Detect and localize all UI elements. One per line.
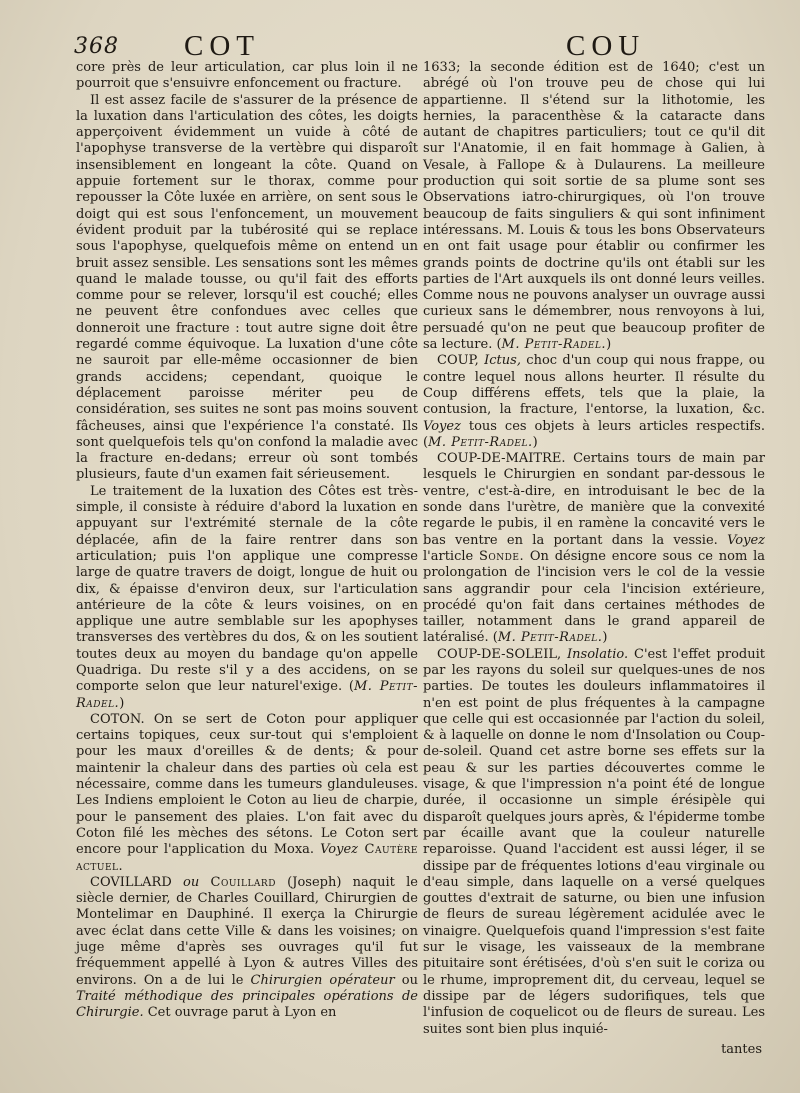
author-signature: M. Petit-Radel. [428,434,533,450]
paren-close: ) [606,337,612,353]
entry-headword: COUP, [437,353,479,369]
voyez-ref: Voyez [717,532,766,548]
entry-text: (Joseph) naquit le siècle dernier, de Charles Couillard, Chirurgien de Montelimar en Dauphiné. Il exerça la Chirurgie avec éclat dans cette Ville & dans les voisines; on juge même d'après ses ouvrages qu'il fut fréquemment appellé à Lyon & autres Villes des environs. On a de lui le [76,874,418,988]
treatment-text: Le traitement de la luxation des Côtes est très-simple, il consiste à réduire d'abord la luxation en appuyant sur l'extrémité sternale de la côte déplacée, afin de la faire rentrer dans son articulation; puis l'on applique une compresse large de quatre travers de doigt, longue de huit ou dix, & épaisse d'environ deux, sur l'articulation antérieure de la côte & leurs voisines, on en applique une autre semblable sur les apophyses transverses des vertèbres du dos, & on les soutient toutes deux au moyen du bandage qu'on appelle Quadriga. Du reste s'il y a des accidens, on se comporte selon que leur naturel'exige. ( [76,483,418,695]
entry-text: 1633; la seconde édition est de 1640; c'est un abrégé où l'on trouve peu de chose qui lui appartienne. Il s'étend sur la lithotomie, les hernies, la paracenthèse & la cataracte dans autant de chapitres particuliers; tout ce qu'il dit sur l'Anatomie, il en fait hommage à Galien, à Vesale, à Fallope & à Dulaurens. La meilleure production qui soit sortie de sa plume sont ses Observations iatro-chirurgiques, où l'on trouve beaucoup de faits singuliers & qui sont infiniment intéressans. M. Louis & tous les bons Observateurs en ont fait usage pour établir ou confirmer les grands points de doctrine qu'ils ont établi sur les parties de l'Art auxquels ils ont donné leurs veilles. Comme nous ne pouvons analyser un ouvrage aussi curieux sans le démembrer, nous renvoyons à lui, persuadé qu'on ne peut que beaucoup profiter de sa lecture. ( [423,60,765,353]
entry-covillard [76,875,418,1022]
page-number: 368 [74,34,119,59]
entry-text: On se sert de Coton pour appliquer certains topiques, ceux sur-tout qui s'emploient pour les maux d'oreilles & de dents; & pour maintenir la chaleur dans des parties où cela est nécessaire, comme dans les tumeurs glanduleuses. Les Indiens emploient le Coton au lieu de charpie, pour le pansement des plaies. L'on fait avec du Coton filé les mèches des sétons. Le Coton sert encore pour l'application du Moxa. [76,711,418,858]
left-column [76,60,418,1022]
paren-close: ) [602,630,608,646]
right-column [423,60,765,1038]
entry-coup [423,353,765,451]
paragraph-treatment [76,484,418,712]
entry-text: choc d'un coup qui nous frappe, ou contre lequel nous allons heurter. Il résulte du Coup différens effets, tels que la plaie, la contusion, la fracture, l'entorse, la luxation, &c. [423,353,766,418]
cross-reference: Cautère actuel. [76,842,418,874]
paragraph-luxation-signs: Il est assez facile de s'assurer de la présence de la luxation dans l'articulation des côtes, les doigts apperçoivent évidemment un vuide à côté de l'apophyse transverse de la vertèbre qui disparoît insensiblement en longeant la côte. Quand on appuie fortement sur le thorax, comme pour repousser la Côte luxée en arrière, on sent sous le doigt qui est sous l'enfoncement, un mouvement évident produit par la tubérosité qui se replace sous l'apophyse, quelquefois même on entend un bruit assez sensible. Les sensations sont les mêmes quand le malade tousse, ou qu'il fait des efforts comme pour se relever, lorsqu'il est couché; elles ne peuvent être confondues avec celles que donneroit une fracture : tout autre signe doit être regardé comme équivoque. La luxation d'une côte ne sauroit par elle-même occasionner de bien grands accidens; cependant, quoique le déplacement paroisse mériter peu de considération, ses suites ne sont pas moins souvent fâcheuses, ainsi que l'expérience l'a constaté. Ils sont quelquefois tels qu'on confond la maladie avec la fracture en-dedans; erreur où sont tombés plusieurs, faute d'un examen fait sérieusement. [76,92,418,483]
entry-text: Cet ouvrage parut à Lyon en [143,1005,337,1021]
left-running-head: COT [184,30,260,62]
paren-close: ) [532,434,538,450]
latin-term: Insolatio. [561,646,629,662]
entry-coup-de-soleil [423,647,765,1038]
entry-headword: COVILLARD [90,874,172,890]
cross-reference: Sonde. [479,548,525,564]
entry-headword: COUP-DE-MAITRE. [437,451,566,467]
entry-text: Certains tours de main par lesquels le Chirurgien en sondant par-dessous le ventre, c'est-à-dire, en introduisant le bec de la sonde dans l'urètre, de manière que la convexité regarde le pubis, il en ramène la concavité vers le bas ventre en la portant dans la vessie. [423,451,765,548]
entry-coup-de-maitre [423,451,765,647]
author-signature: M. Petit-Radel. [76,679,418,711]
entry-text: l'article [423,548,480,564]
paragraph-continuation: core près de leur articulation, car plus loin il ne pourroit que s'ensuivre enfoncement ou fracture. [76,60,418,92]
catchword: tantes [721,1042,762,1057]
voyez-ref: Voyez [314,842,359,858]
entry-text: C'est l'effet produit par les rayons du soleil sur quelques-unes de nos parties. De toutes les douleurs inflammatoires il n'en est point de plus fréquentes à la campagne que celle qui est occasionnée par l'action du soleil, & à laquelle on donne le nom d'Insolation ou Coup-de-soleil. Quand cet astre borne ses effets sur la peau & sur les parties découvertes comme le visage, & que l'impression n'a point été de longue durée, il occasionne un simple érésipèle qui disparoît quelques jours après, & l'épiderme tombe par écaille avant que la couleur naturelle reparoisse. Quand l'accident est aussi léger, il se dissipe par de fréquentes lotions d'eau virginale ou d'eau simple, dans laquelle on a versé quelques gouttes d'extrait de saturne, ou bien une infusion de fleurs de sureau légèrement acidulée avec le vinaigre. Quelquefois quand l'impression s'est faite sur le visage, les vaisseaux de la membrane pituitaire sont érétisées, d'où s'en suit le coriza ou le rhume, improprement dit, du cerveau, lequel se dissipe par de légers sudorifiques, tels que l'infusion de coquelicot ou de fleurs de sureau. Les suites sont bien plus inquié- [423,646,765,1037]
entry-alt-name: Couillard [210,874,276,890]
latin-term: Ictus, [478,353,521,369]
entry-headword: COTON. [90,711,145,727]
work-title: Chirurgien opérateur [250,972,395,988]
entry-coton [76,712,418,875]
entry-text: tous ces objets à leurs articles respectifs. ( [423,418,765,450]
right-running-head: COU [566,30,646,62]
paren-close: ) [119,695,125,711]
entry-headword: COUP-DE-SOLEIL, [437,646,562,662]
voyez-ref: Voyez [423,418,461,434]
entry-text: ou [394,972,418,988]
entry-text: On désigne encore sous ce nom la prolongation de l'incision vers le col de la vessie sans aggrandir pour cela l'incision extérieure, procédé qu'on fait dans certaines méthodes de tailler, notamment dans le grand appareil de latéralisé. ( [423,548,765,646]
work-title: Traité méthodique des principales opérations de Chirurgie. [76,988,418,1021]
author-signature: M. Petit-Radel. [501,337,607,353]
entry-ou: ou [171,874,211,890]
author-signature: M. Petit-Radel. [497,630,603,646]
paragraph-covillard-cont [423,60,765,353]
